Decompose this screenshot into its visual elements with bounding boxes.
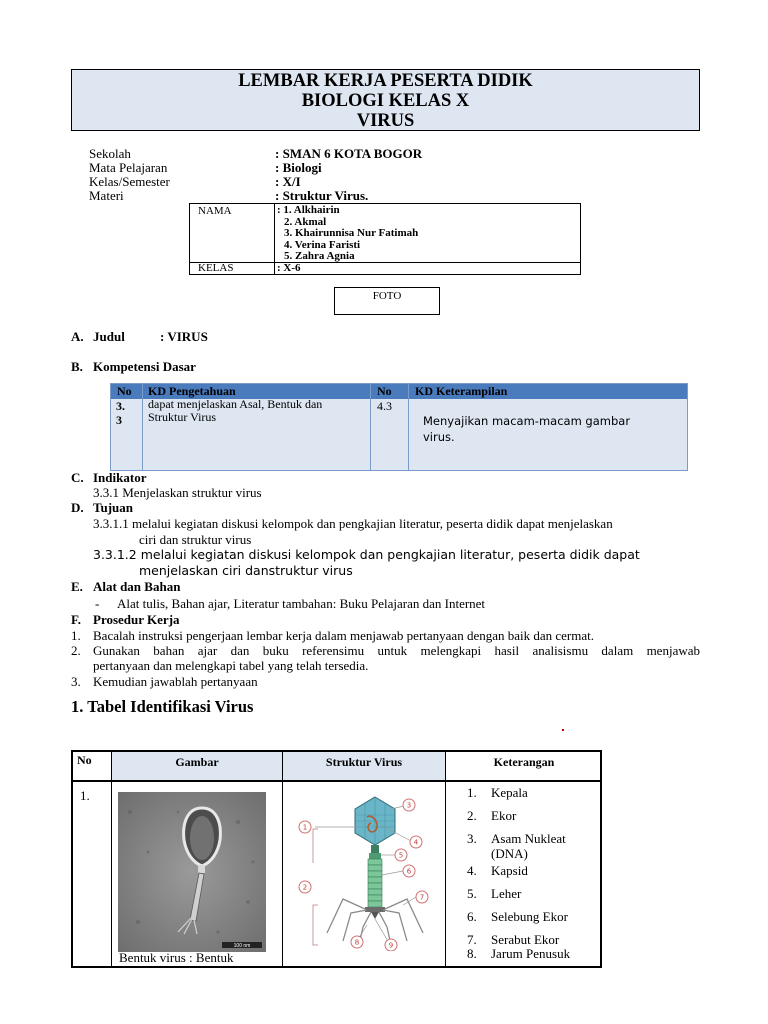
- tools-bullet: -: [95, 596, 100, 611]
- step-2-text-cont: pertanyaan dan melengkapi tabel yang telah tersedia.: [93, 658, 369, 673]
- part-label: Jarum Penusuk: [491, 946, 571, 961]
- photo-label: FOTO: [372, 290, 402, 302]
- step-1-number: 1.: [71, 628, 81, 643]
- section-c-title: Indikator: [93, 470, 147, 485]
- meta-value: : Biologi: [275, 160, 322, 175]
- meta-key: Sekolah: [89, 146, 131, 161]
- diagram-label-1: 1: [302, 823, 308, 832]
- kd-no-1: [116, 399, 125, 427]
- section-f-letter: F.: [71, 612, 81, 627]
- bacteriophage-diagram-icon: [291, 795, 439, 951]
- diagram-label-2: 2: [302, 883, 308, 892]
- member-5: 5. Zahra Agnia: [284, 250, 355, 262]
- section-d-letter: D.: [71, 500, 84, 515]
- section-a-value: : VIRUS: [160, 329, 208, 344]
- divider: [142, 384, 143, 470]
- part-label: Leher: [491, 886, 522, 901]
- diagram-label-8: 8: [354, 938, 360, 947]
- meta-value: : Struktur Virus.: [275, 188, 369, 203]
- part-item-1: [467, 785, 528, 801]
- kd-table: [110, 383, 688, 471]
- row-1-number: 1.: [80, 788, 90, 803]
- meta-value: : X/I: [275, 174, 301, 189]
- step-2-number: 2.: [71, 643, 81, 658]
- divider: [282, 752, 283, 966]
- table-1-heading: 1. Tabel Identifikasi Virus: [71, 697, 254, 716]
- part-item-3-cont: (DNA): [491, 846, 528, 861]
- member-list: [277, 205, 418, 263]
- kd-no-1b: 3: [116, 413, 122, 427]
- divider: [408, 384, 409, 470]
- indicator-item: 3.3.1 Menjelaskan struktur virus: [93, 485, 262, 500]
- meta-key: Kelas/Semester: [89, 174, 170, 189]
- step-1-text: Bacalah instruksi pengerjaan lembar kerja dalam menjawab pertanyaan dengan baik dan cermat.: [93, 628, 595, 643]
- step-2-text: Gunakan bahan ajar dan buku referensimu untuk melengkapi hasil analisismu dalam menjawab: [93, 643, 700, 658]
- meta-value: : SMAN 6 KOTA BOGOR: [275, 146, 423, 161]
- divider: [370, 384, 371, 470]
- title-line-1: LEMBAR KERJA PESERTA DIDIK: [238, 71, 533, 91]
- col-header-keterangan: Keterangan: [493, 755, 555, 769]
- part-label: Serabut Ekor: [491, 932, 560, 947]
- col-header-struktur: Struktur Virus: [325, 755, 403, 769]
- section-e-title: Alat dan Bahan: [93, 579, 181, 594]
- photo-placeholder: [334, 287, 440, 315]
- col-header-gambar: Gambar: [175, 755, 219, 769]
- section-d-title: Tujuan: [93, 500, 133, 515]
- kd-header-no-2: No: [377, 384, 392, 398]
- part-number: 1.: [467, 785, 477, 800]
- divider: [445, 752, 446, 966]
- goal-1-line-2: ciri dan struktur virus: [139, 532, 252, 547]
- part-item-6: [467, 909, 568, 925]
- section-e-letter: E.: [71, 579, 83, 594]
- section-f-title: Prosedur Kerja: [93, 612, 180, 627]
- section-c-letter: C.: [71, 470, 84, 485]
- part-number: 4.: [467, 863, 477, 878]
- kd-peng-line-1: dapat menjelaskan Asal, Bentuk dan: [148, 397, 323, 411]
- worksheet-title-box: [71, 69, 700, 131]
- kd-no-1a: 3.: [116, 399, 125, 413]
- divider: [274, 204, 275, 274]
- step-3-text: Kemudian jawablah pertanyaan: [93, 674, 258, 689]
- red-dot: [562, 729, 564, 731]
- kd-keterampilan-text: [423, 413, 630, 445]
- part-number: 6.: [467, 909, 477, 924]
- section-a-title: Judul: [93, 329, 125, 344]
- part-label: Kepala: [491, 785, 528, 800]
- part-item-8: [467, 946, 571, 962]
- diagram-label-6: 6: [406, 867, 412, 876]
- goal-2-line-2: menjelaskan ciri danstruktur virus: [139, 563, 353, 578]
- section-b-letter: B.: [71, 359, 83, 374]
- step-3-number: 3.: [71, 674, 81, 689]
- diagram-label-4: 4: [413, 838, 419, 847]
- diagram-label-3: 3: [406, 801, 412, 810]
- kd-peng-line-2: Struktur Virus: [148, 410, 217, 424]
- kd-no-2: 4.3: [377, 399, 392, 413]
- scale-bar-label: 100 nm: [233, 943, 251, 949]
- member-2: 2. Akmal: [284, 215, 327, 228]
- part-number: 5.: [467, 886, 477, 901]
- diagram-label-7: 7: [419, 893, 425, 902]
- col-header-no: No: [77, 753, 92, 767]
- part-number: 3.: [467, 831, 477, 846]
- part-item-4: [467, 863, 528, 879]
- part-item-2: [467, 808, 517, 824]
- title-line-3: VIRUS: [356, 111, 415, 131]
- member-4: 4. Verina Faristi: [284, 238, 361, 251]
- kd-header-keterampilan: KD Keterampilan: [415, 384, 508, 398]
- virus-micrograph: [118, 792, 266, 952]
- kd-header-pengetahuan: KD Pengetahuan: [148, 384, 236, 398]
- kd-pengetahuan-text: [148, 398, 322, 424]
- part-item-3: [467, 831, 566, 847]
- meta-key: Mata Pelajaran: [89, 160, 168, 175]
- section-b-title: Kompetensi Dasar: [93, 359, 196, 374]
- goal-1-line-1: 3.3.1.1 melalui kegiatan diskusi kelompok dan pengkajian literatur, peserta didik dapat menjelaskan: [93, 516, 613, 531]
- caption-virus-shape: Bentuk virus : Bentuk: [119, 950, 234, 965]
- member-3: 3. Khairunnisa Nur Fatimah: [284, 227, 419, 239]
- goal-2-line-1: 3.3.1.2 melalui kegiatan diskusi kelompok dan pengkajian literatur, peserta didik dapat: [93, 547, 640, 562]
- group-members-table: [189, 203, 581, 275]
- part-label: Ekor: [491, 808, 517, 823]
- part-label: Selebung Ekor: [491, 909, 568, 924]
- kelas-label: KELAS: [198, 262, 234, 274]
- virus-structure-diagram: [291, 795, 439, 951]
- kelas-value: : X-6: [277, 262, 301, 274]
- part-number: 8.: [467, 946, 477, 961]
- part-label: Asam Nukleat: [491, 831, 566, 846]
- diagram-label-5: 5: [398, 851, 404, 860]
- tools-item: Alat tulis, Bahan ajar, Literatur tambahan: Buku Pelajaran dan Internet: [117, 596, 486, 611]
- bacteriophage-photo-icon: [118, 792, 266, 952]
- divider: [73, 780, 600, 782]
- kd-ket-line-1: Menyajikan macam-macam gambar: [423, 414, 631, 428]
- part-label: Kapsid: [491, 863, 528, 878]
- member-1: : 1. Alkhairin: [277, 204, 340, 216]
- meta-key: Materi: [89, 188, 124, 203]
- title-line-2: BIOLOGI KELAS X: [301, 91, 470, 111]
- diagram-label-9: 9: [388, 941, 394, 950]
- part-number: 2.: [467, 808, 477, 823]
- kd-ket-line-2: virus.: [423, 430, 455, 444]
- part-number: 7.: [467, 932, 477, 947]
- nama-label: NAMA: [198, 205, 232, 217]
- section-a-letter: A.: [71, 329, 84, 344]
- part-item-5: [467, 886, 522, 902]
- divider: [111, 752, 112, 966]
- kd-header-no-1: No: [117, 384, 132, 398]
